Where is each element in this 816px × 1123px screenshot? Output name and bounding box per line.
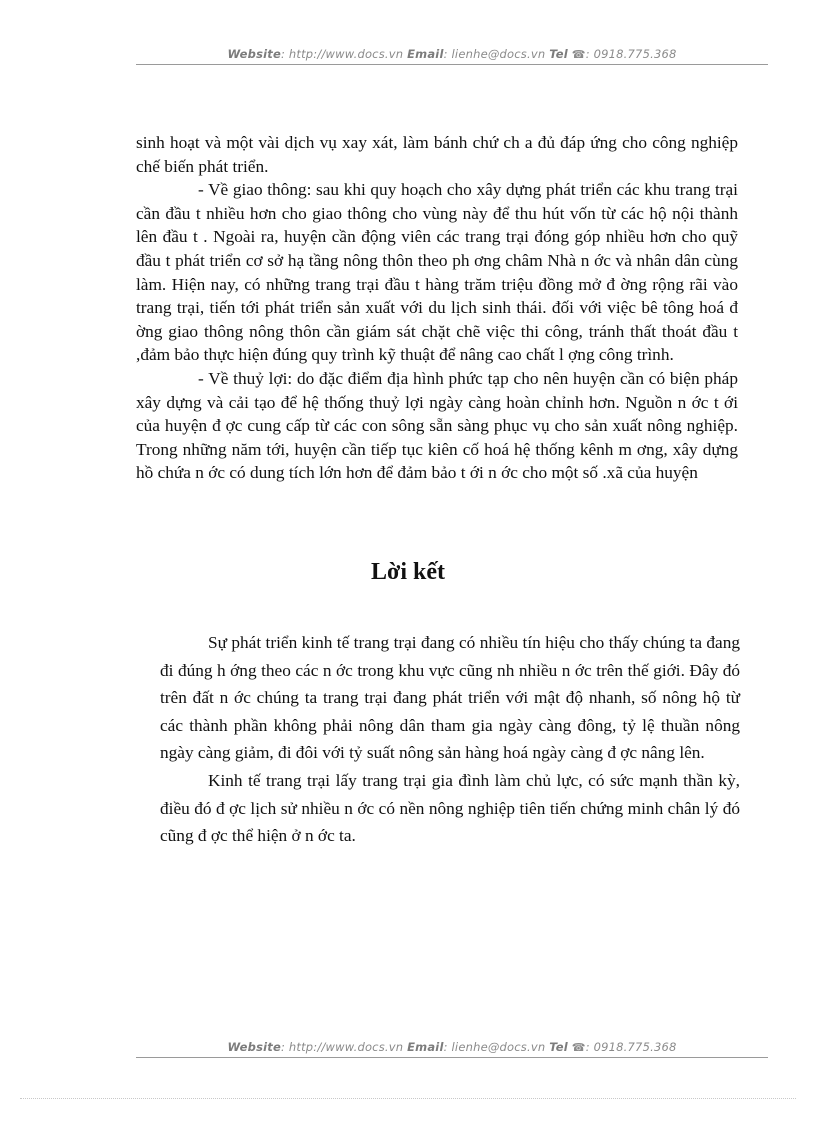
- footer-phone-icon: ☎: [571, 1041, 586, 1054]
- conclusion-section: [160, 629, 740, 850]
- page-footer: [136, 1040, 768, 1058]
- footer-email-label: Email: [407, 1040, 444, 1054]
- body-text: [136, 131, 738, 485]
- footer-website-value[interactable]: : http://www.docs.vn: [280, 1040, 404, 1054]
- page-bottom-divider: [20, 1098, 796, 1099]
- footer-tel-value: : 0918.775.368: [585, 1040, 677, 1054]
- conclusion-paragraph-2: Kinh tế trang trại lấy trang trại gia đình làm chủ lực, có sức mạnh thần kỳ, điều đó đ ợc lịch sử nhiều n ớc có nền nông nghiệp tiên tiến chứng minh chân lý đó cũng đ ợc thể hiện ở n ớc ta.: [160, 770, 740, 846]
- tel-label: Tel: [549, 47, 568, 61]
- conclusion-paragraph-1: Sự phát triển kinh tế trang trại đang có nhiều tín hiệu cho thấy chúng ta đang đi đúng h ớng theo các n ớc trong khu vực cũng nh nhiều n ớc trên thế giới. Đây đó trên đất n ớc chúng ta trang trại đang phát triển với mật độ nhanh, số nông hộ từ các thành phần không phải nông dân tham gia ngày càng đông, tỷ lệ thuần nông ngày càng giảm, đi đôi với tỷ suất nông sản hàng hoá ngày càng đ ợc nâng lên.: [160, 633, 740, 763]
- phone-icon: ☎: [571, 48, 586, 61]
- body-paragraph-transport: - Về giao thông: sau khi quy hoạch cho xây dựng phát triển các khu trang trại cần đầu t nhiều hơn cho giao thông cho vùng này để thu hút vốn từ các hộ nội thành lên đầu t . Ngoài ra, huyện cần động viên các trang trại đóng góp nhiều hơn cho quỹ đầu t phát triển cơ sở hạ tầng nông thôn theo ph ơng châm Nhà n ớc và nhân dân cùng làm. Hiện nay, có những trang trại đầu t hàng trăm triệu đồng mở đ ờng rộng rãi vào trang trại, tiến tới phát triển sản xuất với du lịch sinh thái. đối với việc bê tông hoá đ ờng giao thông nông thôn cần giám sát chặt chẽ việc thi công, tránh thất thoát đầu t ,đảm bảo thực hiện đúng quy trình kỹ thuật để nâng cao chất l ợng công trình.: [136, 180, 738, 365]
- footer-email-value[interactable]: : lienhe@docs.vn: [443, 1040, 546, 1054]
- body-paragraph-irrigation: - Về thuỷ lợi: do đặc điểm địa hình phức tạp cho nên huyện cần có biện pháp xây dựng và cải tạo để hệ thống thuỷ lợi ngày càng hoàn chỉnh hơn. Nguồn n ớc t ới của huyện đ ợc cung cấp từ các con sông sẵn sàng phục vụ cho sản xuất nông nghiệp. Trong những năm tới, huyện cần tiếp tục kiên cố hoá hệ thống kênh m ơng, xây dựng hồ chứa n ớc có dung tích lớn hơn để đảm bảo t ới n ớc cho một số .xã của huyện: [136, 368, 738, 483]
- email-value[interactable]: : lienhe@docs.vn: [443, 47, 546, 61]
- tel-value: : 0918.775.368: [585, 47, 677, 61]
- conclusion-title: Lời kết: [371, 559, 445, 585]
- email-label: Email: [407, 47, 444, 61]
- website-value[interactable]: : http://www.docs.vn: [280, 47, 404, 61]
- page-header: [136, 47, 768, 65]
- body-paragraph-1: sinh hoạt và một vài dịch vụ xay xát, làm bánh chứ ch a đủ đáp ứng cho công nghiệp chế biến phát triển.: [136, 133, 738, 176]
- website-label: Website: [227, 47, 281, 61]
- footer-website-label: Website: [227, 1040, 281, 1054]
- footer-tel-label: Tel: [549, 1040, 568, 1054]
